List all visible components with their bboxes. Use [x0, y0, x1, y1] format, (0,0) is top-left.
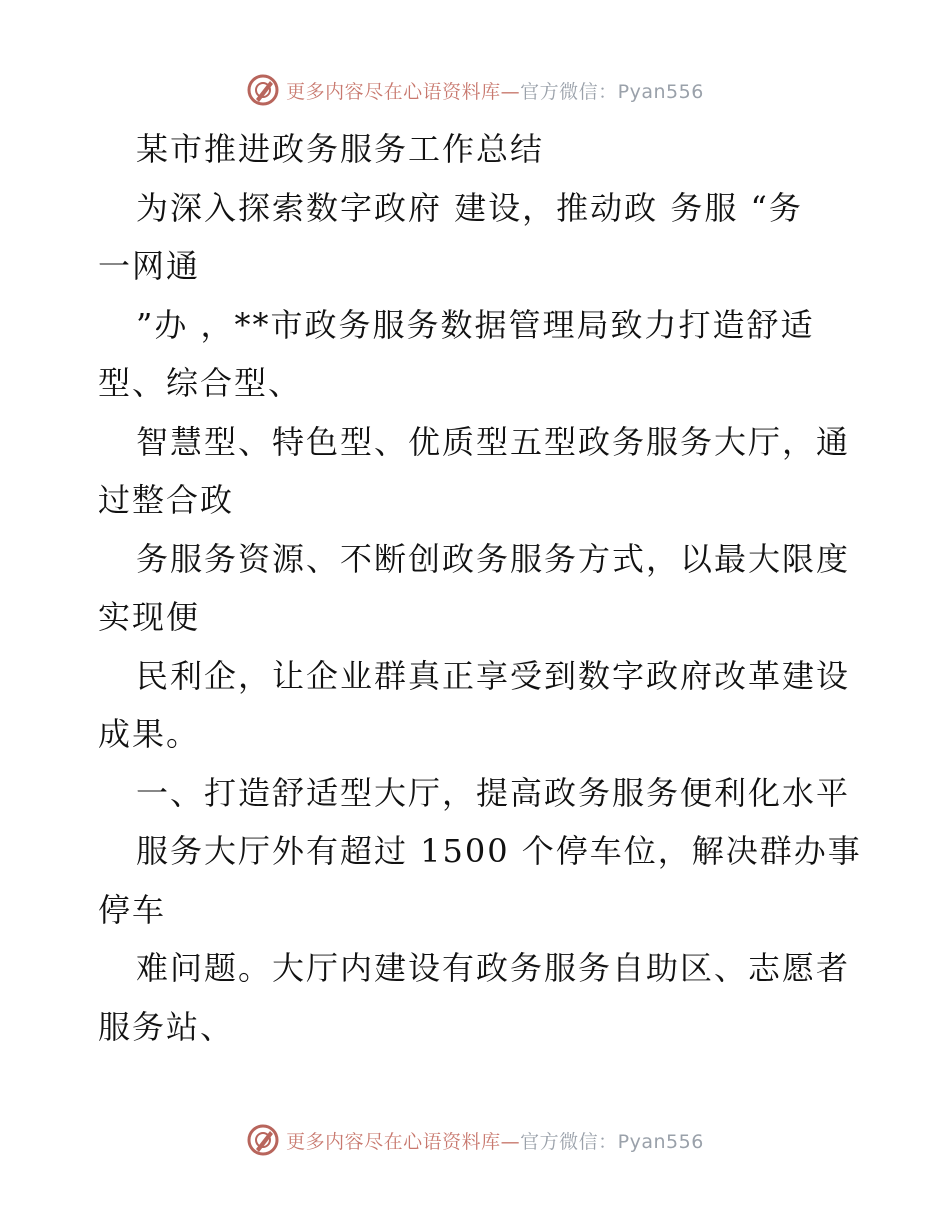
- text-line: 智慧型、特色型、优质型五型政务服务大厅，通: [136, 422, 851, 461]
- text-line: 民利企，让企业群真正享受到数字政府改革建设: [136, 656, 851, 695]
- text-line: 一网通: [98, 247, 201, 285]
- text-line: 过整合政: [98, 481, 235, 519]
- text-line: 成果。: [98, 715, 201, 753]
- document-body: [98, 120, 862, 1056]
- text-line: 停车: [98, 890, 167, 929]
- text-line: 为深入探索数字政府 建设，推动政 务服 “务: [136, 188, 803, 227]
- text-line: 某市推进政务服务工作总结: [136, 130, 545, 168]
- logo-icon: [246, 73, 280, 107]
- text-line: 务服务资源、不断创政务服务方式，以最大限度: [136, 539, 851, 578]
- text-line: 难问题。大厅内建设有政务服务自助区、志愿者: [136, 949, 851, 987]
- text-line: 服务大厅外有超过 1500 个停车位，解决群办事: [136, 832, 862, 870]
- footer-banner: [0, 1120, 950, 1160]
- banner-dash: —: [500, 1130, 521, 1153]
- banner-wechat: 官方微信：Pyan556: [520, 1130, 704, 1153]
- banner-wechat: 官方微信：Pyan556: [520, 80, 704, 103]
- banner-main-text: 更多内容尽在心语资料库: [286, 80, 501, 103]
- text-line: 一、打造舒适型大厅，提高政务服务便利化水平: [136, 773, 851, 812]
- text-line: ”办 ，**市政务服务数据管理局致力打造舒适: [136, 305, 815, 344]
- header-banner: [0, 70, 950, 110]
- logo-icon: [246, 1123, 280, 1157]
- banner-main-text: 更多内容尽在心语资料库: [286, 1130, 501, 1153]
- text-line: 服务站、: [98, 1007, 235, 1046]
- text-line: 实现便: [98, 598, 201, 636]
- banner-dash: —: [500, 80, 521, 103]
- text-line: 型、综合型、: [98, 364, 303, 402]
